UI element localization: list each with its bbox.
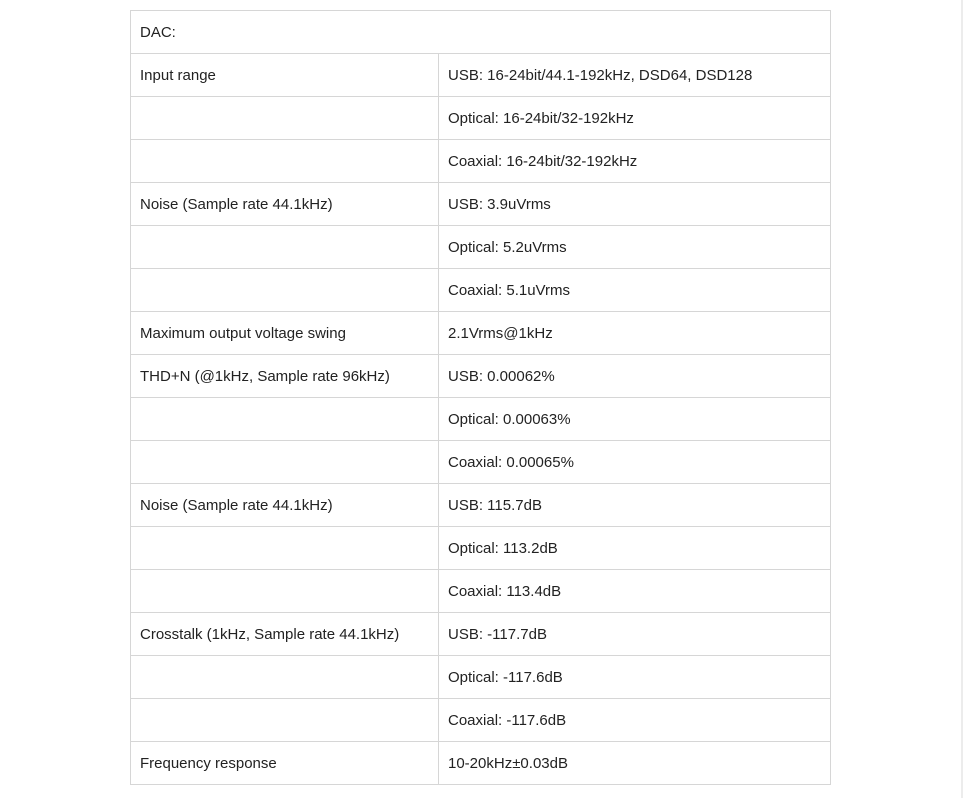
value-cell: Coaxial: -117.6dB — [439, 699, 831, 742]
value-cell: Optical: 16-24bit/32-192kHz — [439, 97, 831, 140]
table-row — [131, 97, 831, 140]
param-cell — [131, 269, 439, 312]
value-cell: Optical: 5.2uVrms — [439, 226, 831, 269]
value-cell: Coaxial: 5.1uVrms — [439, 269, 831, 312]
value-cell: Coaxial: 16-24bit/32-192kHz — [439, 140, 831, 183]
param-cell — [131, 398, 439, 441]
table-row — [131, 398, 831, 441]
value-cell: Optical: 113.2dB — [439, 527, 831, 570]
value-cell: USB: -117.7dB — [439, 613, 831, 656]
table-row — [131, 226, 831, 269]
value-cell: Optical: -117.6dB — [439, 656, 831, 699]
param-cell — [131, 527, 439, 570]
param-cell — [131, 226, 439, 269]
param-cell — [131, 140, 439, 183]
value-cell: USB: 16-24bit/44.1-192kHz, DSD64, DSD128 — [439, 54, 831, 97]
table-row — [131, 742, 831, 785]
value-cell: USB: 115.7dB — [439, 484, 831, 527]
param-cell — [131, 97, 439, 140]
table-row — [131, 699, 831, 742]
table-row — [131, 140, 831, 183]
param-cell — [131, 570, 439, 613]
value-cell: Coaxial: 113.4dB — [439, 570, 831, 613]
table-row — [131, 613, 831, 656]
param-cell — [131, 656, 439, 699]
param-cell — [131, 699, 439, 742]
value-cell: 2.1Vrms@1kHz — [439, 312, 831, 355]
table-row — [131, 312, 831, 355]
table-row — [131, 441, 831, 484]
param-cell: THD+N (@1kHz, Sample rate 96kHz) — [131, 355, 439, 398]
value-cell: Optical: 0.00063% — [439, 398, 831, 441]
table-row — [131, 656, 831, 699]
table-row — [131, 54, 831, 97]
table-row — [131, 183, 831, 226]
param-cell: Crosstalk (1kHz, Sample rate 44.1kHz) — [131, 613, 439, 656]
dac-spec-table — [130, 10, 831, 785]
value-cell: Coaxial: 0.00065% — [439, 441, 831, 484]
value-cell: USB: 3.9uVrms — [439, 183, 831, 226]
value-cell: USB: 0.00062% — [439, 355, 831, 398]
param-cell: Input range — [131, 54, 439, 97]
param-cell: Maximum output voltage swing — [131, 312, 439, 355]
table-row — [131, 269, 831, 312]
param-cell: Noise (Sample rate 44.1kHz) — [131, 183, 439, 226]
table-row — [131, 527, 831, 570]
param-cell: Frequency response — [131, 742, 439, 785]
value-cell: 10-20kHz±0.03dB — [439, 742, 831, 785]
table-row — [131, 570, 831, 613]
table-header-cell: DAC: — [131, 11, 831, 54]
table-header-row — [131, 11, 831, 54]
param-cell — [131, 441, 439, 484]
table-row — [131, 355, 831, 398]
param-cell: Noise (Sample rate 44.1kHz) — [131, 484, 439, 527]
table-row — [131, 484, 831, 527]
